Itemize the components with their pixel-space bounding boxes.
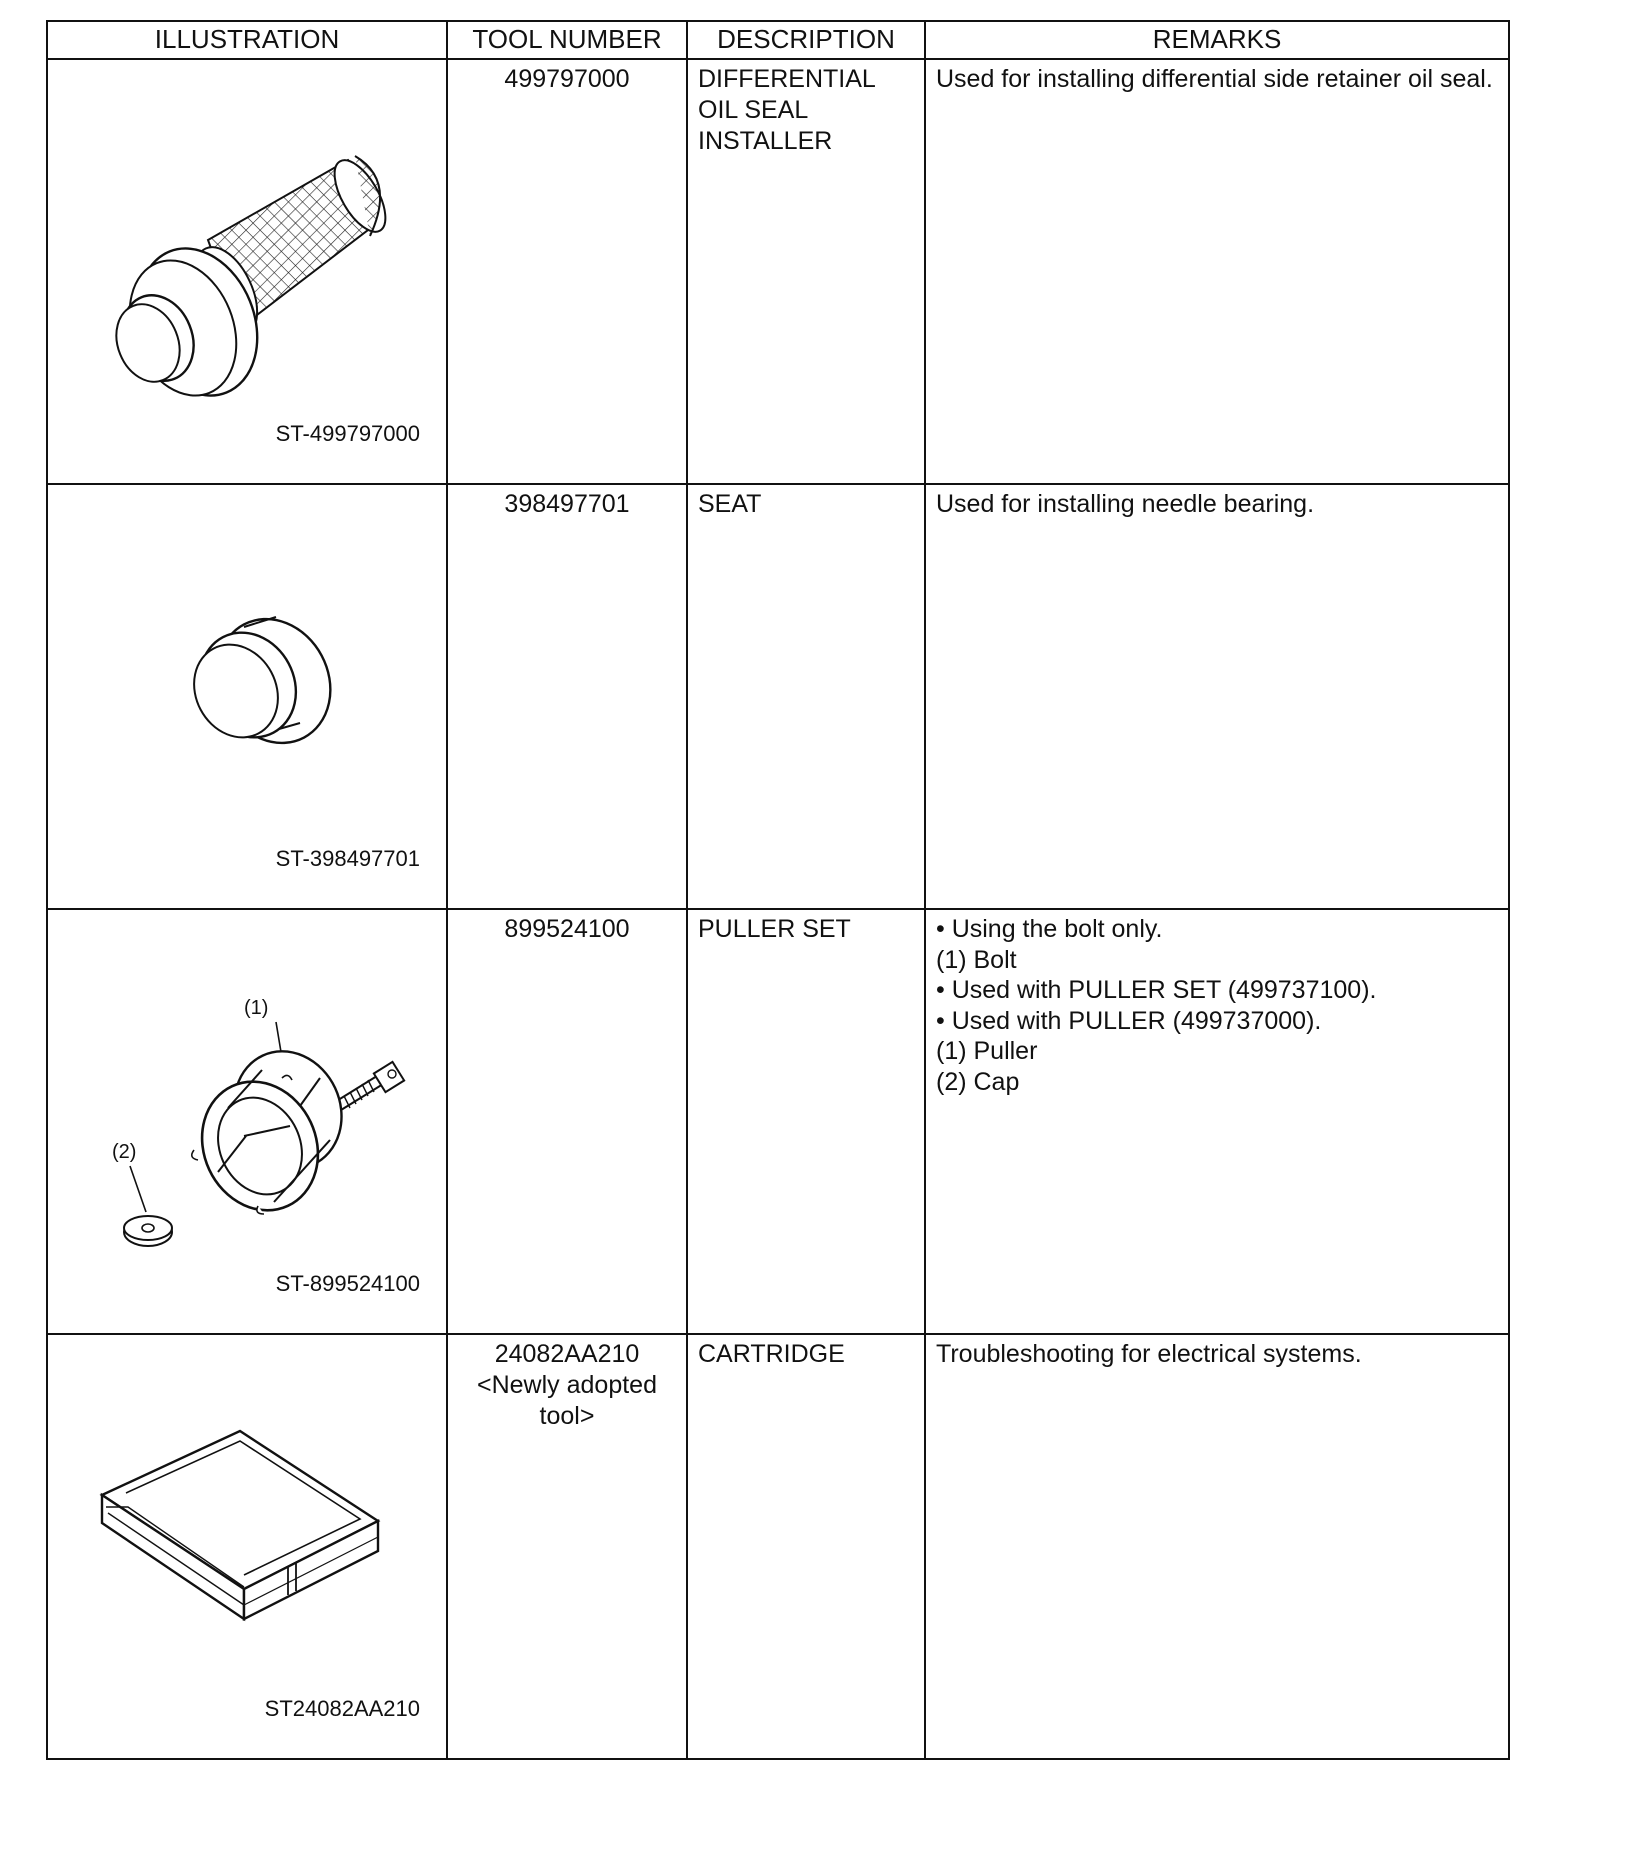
cartridge-icon — [48, 1335, 448, 1753]
tool-number-cell — [447, 484, 687, 909]
header-tool-number: TOOL NUMBER — [447, 21, 687, 59]
tool-number: 24082AA210 — [494, 1340, 640, 1368]
description-line: CARTRIDGE — [698, 1340, 845, 1368]
description-cell — [687, 909, 925, 1334]
header-illustration: ILLUSTRATION — [47, 21, 447, 59]
remarks-cell — [925, 1334, 1509, 1759]
tool-number-cell — [447, 909, 687, 1334]
remark-line: • Using the bolt only. — [936, 915, 1163, 943]
illustration-code: ST-398497701 — [275, 846, 420, 871]
callout-2: (2) — [112, 1141, 137, 1163]
tool-number-cell — [447, 1334, 687, 1759]
remark-line: Used for installing differential side retainer oil seal. — [936, 65, 1493, 93]
illustration-cell — [47, 909, 447, 1334]
remark-line: Troubleshooting for electrical systems. — [936, 1340, 1362, 1368]
description-cell — [687, 484, 925, 909]
description-line: DIFFERENTIAL — [698, 65, 876, 93]
table-row — [47, 909, 1509, 1334]
remarks-cell — [925, 484, 1509, 909]
special-tools-table — [46, 20, 1510, 1760]
description-line: SEAT — [698, 490, 762, 518]
puller-set-icon — [48, 910, 448, 1328]
illustration-code: ST24082AA210 — [264, 1696, 420, 1721]
description-line: INSTALLER — [698, 127, 833, 155]
tool-number: 499797000 — [504, 65, 630, 93]
remarks-cell — [925, 59, 1509, 484]
remark-line: (1) Puller — [936, 1037, 1038, 1065]
description-line: PULLER SET — [698, 915, 851, 943]
table-row — [47, 484, 1509, 909]
header-remarks: REMARKS — [925, 21, 1509, 59]
remark-line: Used for installing needle bearing. — [936, 490, 1315, 518]
tool-number: 899524100 — [504, 915, 630, 943]
tool-number-note: tool> — [539, 1402, 595, 1430]
tool-number: 398497701 — [504, 490, 630, 518]
remark-line: (1) Bolt — [936, 945, 1017, 974]
seat-icon — [48, 485, 448, 903]
illustration-code: ST-499797000 — [275, 421, 420, 446]
description-cell — [687, 59, 925, 484]
tool-number-cell — [447, 59, 687, 484]
remark-line: • Used with PULLER (499737000). — [936, 1006, 1322, 1035]
table-row — [47, 59, 1509, 484]
header-row — [47, 21, 1509, 59]
differential-oil-seal-installer-icon — [48, 60, 448, 478]
illustration-code: ST-899524100 — [275, 1271, 420, 1296]
illustration-cell — [47, 59, 447, 484]
table-row — [47, 1334, 1509, 1759]
tool-number-note: <Newly adopted — [477, 1371, 657, 1399]
remarks-cell — [925, 909, 1509, 1334]
description-line: OIL SEAL — [698, 96, 809, 124]
header-description: DESCRIPTION — [687, 21, 925, 59]
callout-1: (1) — [244, 997, 269, 1019]
illustration-cell — [47, 484, 447, 909]
remark-line: • Used with PULLER SET (499737100). — [936, 976, 1377, 1004]
description-cell — [687, 1334, 925, 1759]
illustration-cell — [47, 1334, 447, 1759]
remark-line: (2) Cap — [936, 1067, 1020, 1096]
